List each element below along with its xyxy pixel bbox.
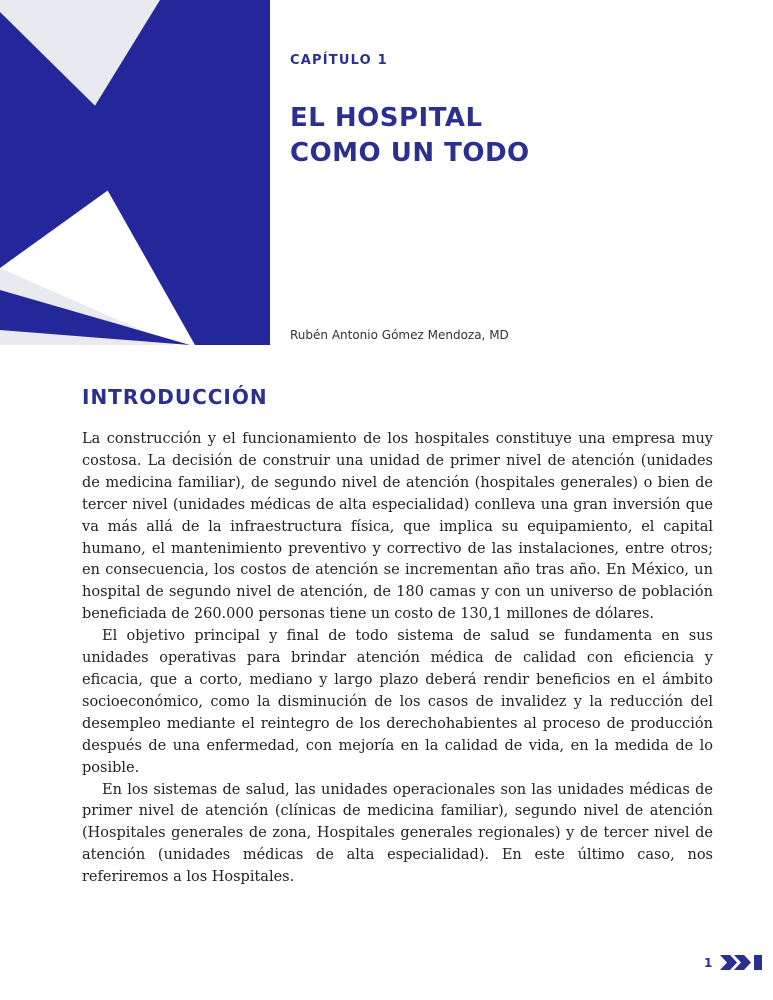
paragraph: La construcción y el funcionamiento de los hospitales constituye una empresa muy costosa. La decisión de construir una unidad de primer nivel de atención (unidades de medicina familiar), de segundo nivel de atención (hospitales generales) o bien de tercer nivel (unidades médicas de alta especialidad) conlleva una gran inversión que va más allá de la infraestructura física, que implica su equipamiento, el capital humano, el mantenimiento preventivo y correctivo de las instalaciones, entre otros; en consecuencia, los costos de atención se incrementan año tras año. En México, un hospital de segundo nivel de atención, de 180 camas y con un universo de población beneficiada de 260.000 personas tiene un costo de 130,1 millones de dólares.: [82, 431, 713, 623]
section-heading: INTRODUCCIÓN: [82, 385, 268, 409]
chapter-title-line-1: EL HOSPITAL: [290, 103, 483, 133]
chapter-title: [290, 101, 530, 171]
chapter-title-line-2: COMO UN TODO: [290, 138, 530, 168]
author-name: Rubén Antonio Gómez Mendoza, MD: [290, 328, 509, 342]
body-text: [82, 429, 713, 889]
chapter-label: CAPÍTULO 1: [290, 53, 388, 68]
chapter-cover-graphic: [0, 0, 270, 345]
page-number: 1: [704, 956, 713, 970]
paragraph: El objetivo principal y final de todo sistema de salud se fundamenta en sus unidades operativas para brindar atención médica de calidad con eficiencia y eficacia, que a corto, mediano y largo plazo deberá rendir beneficios en el ámbito socioeconómico, como la disminución de los casos de invalidez y la reducción del desempleo mediante el reintegro de los derechohabientes al proceso de producción después de una enfermedad, con mejoría en la calidad de vida, en la medida de lo posible.: [82, 628, 713, 776]
page-arrow-mark-icon: [720, 955, 766, 974]
paragraph: En los sistemas de salud, las unidades operacionales son las unidades médicas de primer nivel de atención (clínicas de medicina familiar), segundo nivel de atención (Hospitales generales de zona, Hospitales generales regionales) y de tercer nivel de atención (unidades médicas de alta especialidad). En este último caso, nos referiremos a los Hospitales.: [82, 781, 713, 886]
